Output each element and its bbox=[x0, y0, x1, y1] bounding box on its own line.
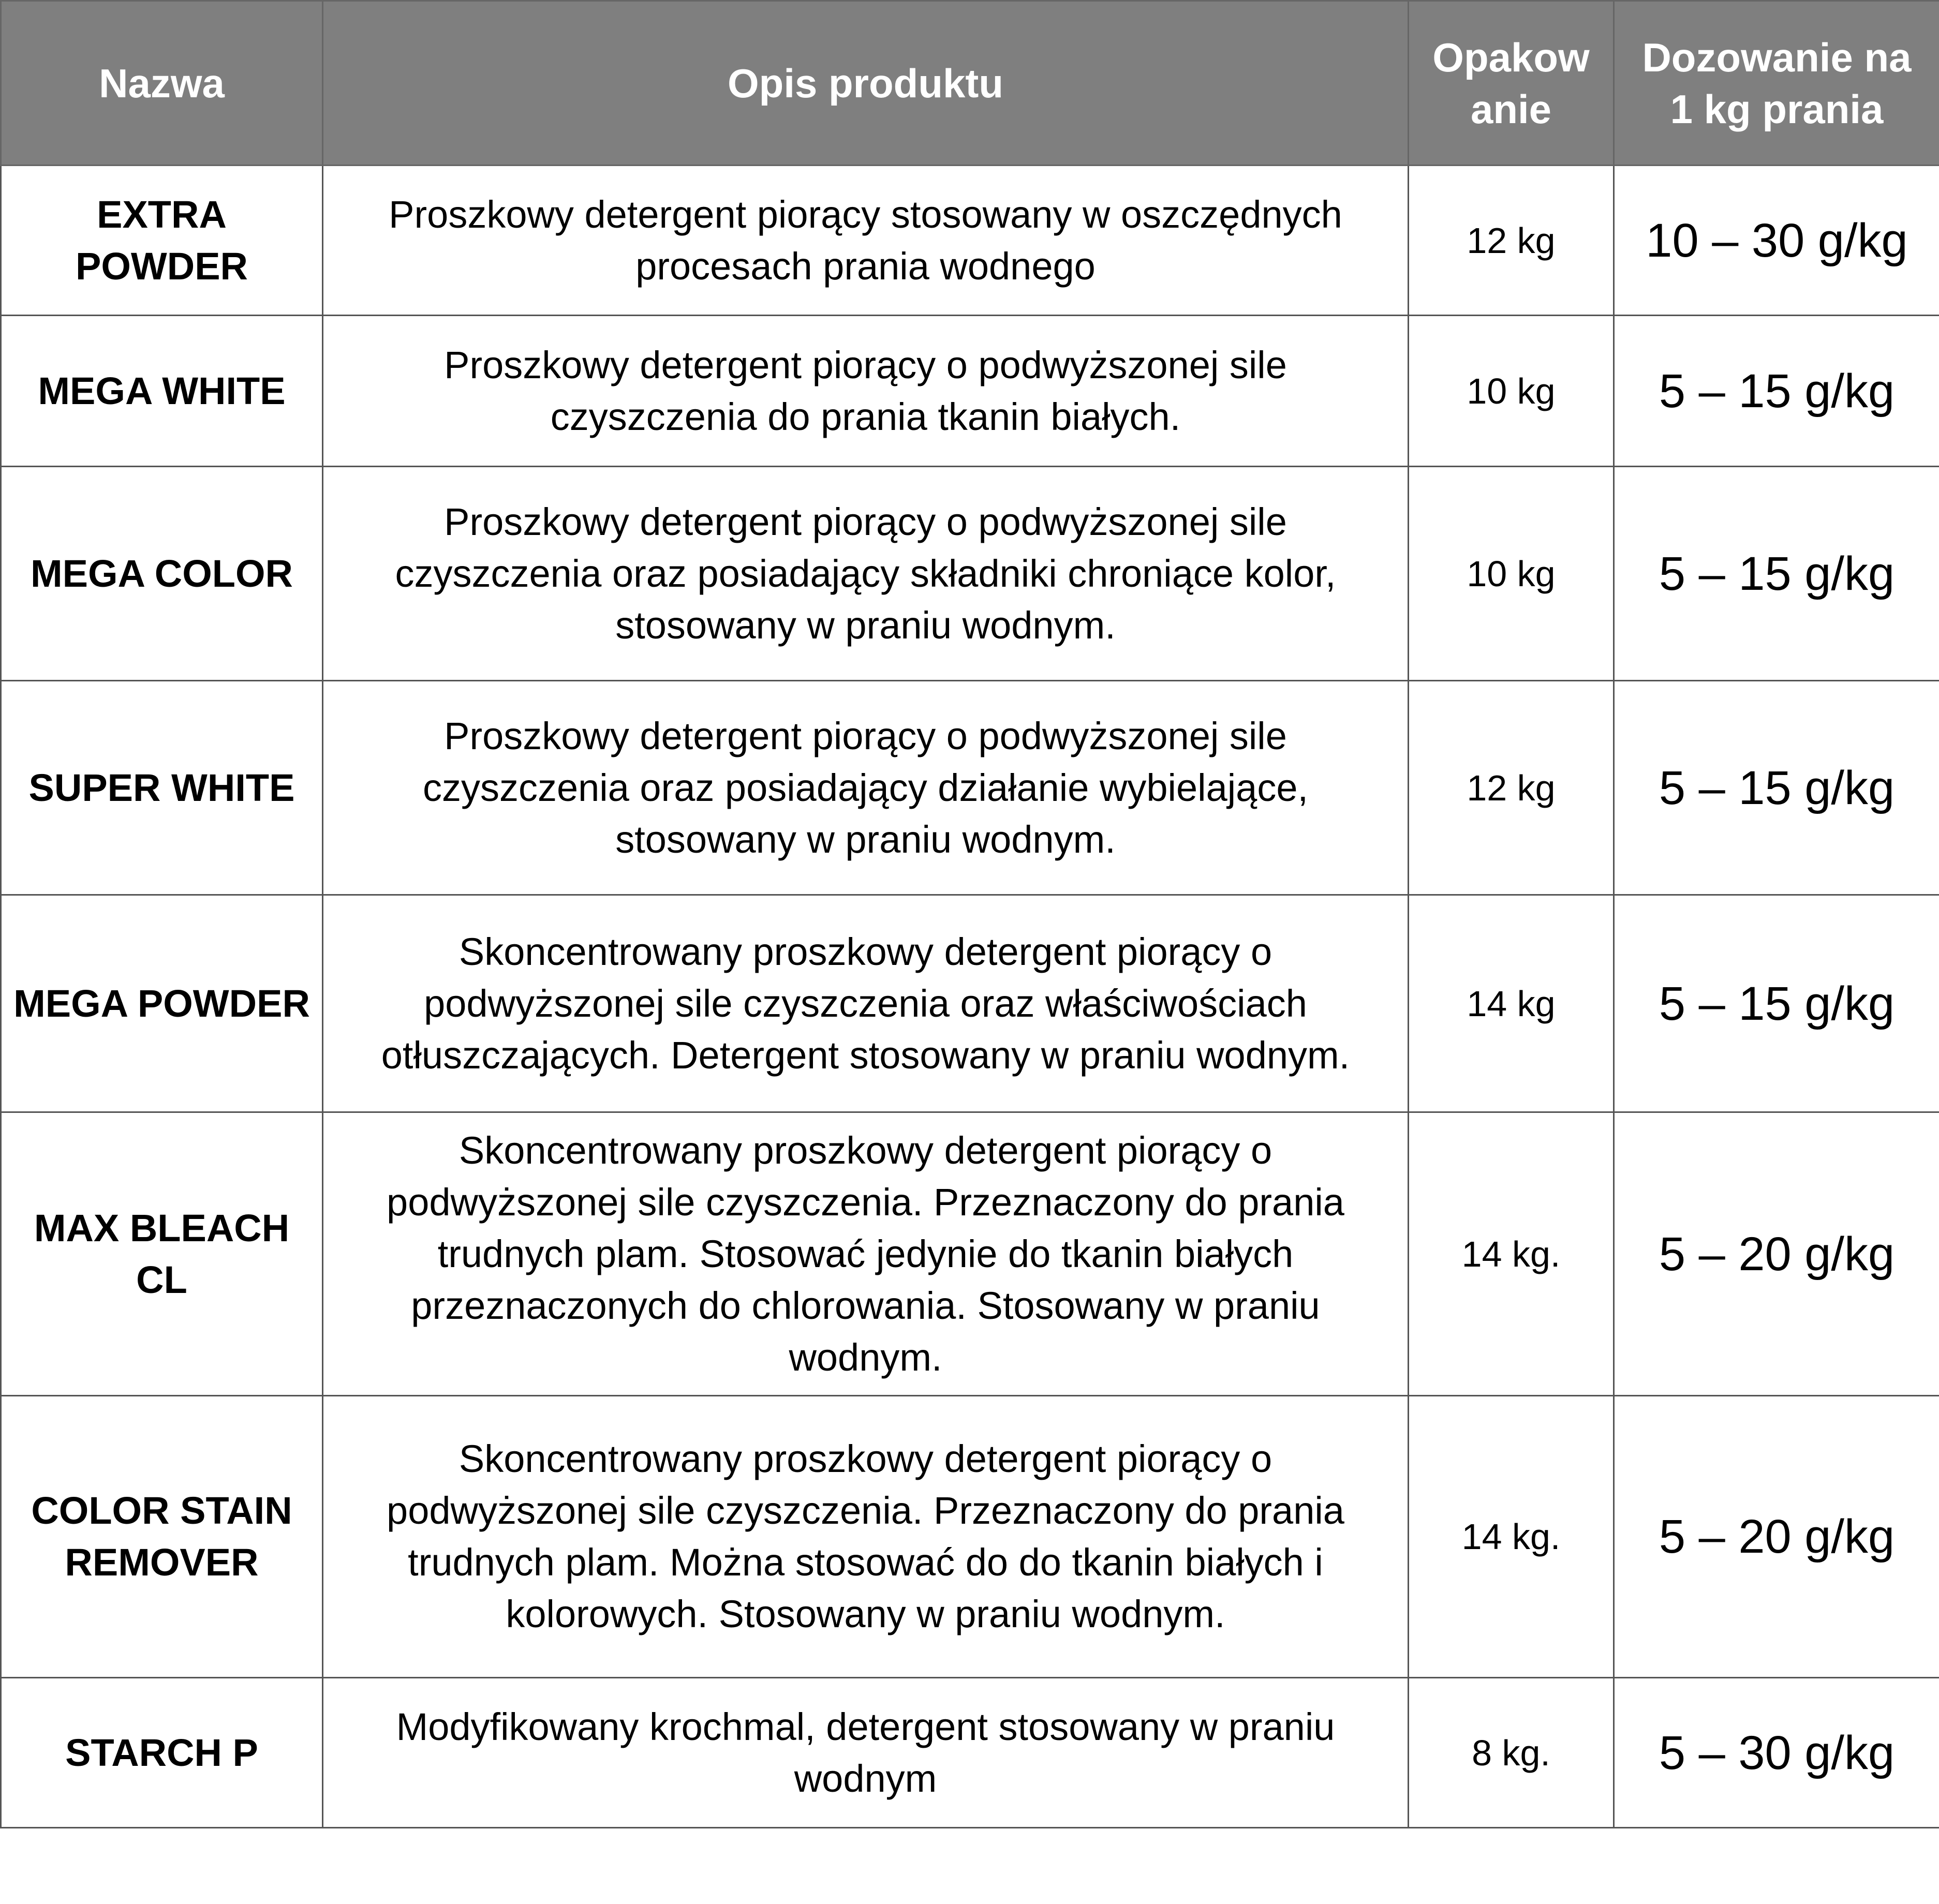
product-description: Proszkowy detergent piorący o podwyższonej sile czyszczenia oraz posiadający składniki chroniące kolor, stosowany w praniu wodnym. bbox=[395, 500, 1336, 647]
header-dosage-text: Dozowanie na 1 kg prania bbox=[1642, 34, 1912, 132]
header-packaging-text: Opakow anie bbox=[1432, 34, 1590, 132]
product-packaging: 14 kg. bbox=[1409, 1112, 1614, 1396]
product-description-cell bbox=[323, 1678, 1409, 1828]
product-name: SUPER WHITE bbox=[28, 766, 295, 809]
product-description-cell bbox=[323, 1396, 1409, 1678]
header-row bbox=[1, 1, 1939, 166]
product-dosage: 5 – 15 g/kg bbox=[1614, 681, 1939, 895]
product-name-cell bbox=[1, 895, 323, 1112]
table-row bbox=[1, 316, 1939, 467]
product-description: Skoncentrowany proszkowy detergent piorący o podwyższonej sile czyszczenia oraz właściwościach otłuszczających. Detergent stosowany w praniu wodnym. bbox=[381, 930, 1350, 1077]
header-name-text: Nazwa bbox=[99, 60, 225, 106]
product-dosage: 5 – 15 g/kg bbox=[1614, 316, 1939, 467]
header-description bbox=[323, 1, 1409, 166]
table-header bbox=[1, 1, 1939, 166]
table-row bbox=[1, 681, 1939, 895]
product-description-cell bbox=[323, 467, 1409, 681]
product-name-cell bbox=[1, 1678, 323, 1828]
product-name-cell bbox=[1, 316, 323, 467]
product-name-cell bbox=[1, 467, 323, 681]
product-name-cell bbox=[1, 1396, 323, 1678]
product-packaging: 12 kg bbox=[1409, 681, 1614, 895]
product-dosage: 5 – 30 g/kg bbox=[1614, 1678, 1939, 1828]
product-description: Skoncentrowany proszkowy detergent piorący o podwyższonej sile czyszczenia. Przeznaczony do prania trudnych plam. Stosować jedynie do tkanin białych przeznaczonych do chlorowania. Stosowany w praniu wodnym. bbox=[387, 1128, 1344, 1379]
product-dosage: 5 – 20 g/kg bbox=[1614, 1396, 1939, 1678]
product-name: COLOR STAIN REMOVER bbox=[31, 1489, 292, 1584]
product-name: STARCH P bbox=[65, 1731, 258, 1774]
table-row bbox=[1, 1112, 1939, 1396]
product-description: Proszkowy detergent piorący o podwyższonej sile czyszczenia oraz posiadający działanie wybielające, stosowany w praniu wodnym. bbox=[422, 714, 1309, 861]
product-name: MEGA POWDER bbox=[13, 981, 310, 1025]
table-row bbox=[1, 1678, 1939, 1828]
product-packaging: 12 kg bbox=[1409, 166, 1614, 316]
header-description-text: Opis produktu bbox=[728, 60, 1003, 106]
product-packaging: 14 kg bbox=[1409, 895, 1614, 1112]
product-name: MEGA COLOR bbox=[30, 552, 293, 595]
product-packaging: 8 kg. bbox=[1409, 1678, 1614, 1828]
product-dosage: 5 – 20 g/kg bbox=[1614, 1112, 1939, 1396]
table-row bbox=[1, 895, 1939, 1112]
product-description: Skoncentrowany proszkowy detergent piorący o podwyższonej sile czyszczenia. Przeznaczony do prania trudnych plam. Można stosować do do tkanin białych i kolorowych. Stosowany w praniu wodnym. bbox=[387, 1437, 1344, 1635]
product-dosage: 5 – 15 g/kg bbox=[1614, 895, 1939, 1112]
table-body bbox=[1, 166, 1939, 1828]
product-description-cell bbox=[323, 681, 1409, 895]
product-name: EXTRA POWDER bbox=[76, 192, 248, 288]
header-dosage bbox=[1614, 1, 1939, 166]
product-name-cell bbox=[1, 681, 323, 895]
product-description: Modyfikowany krochmal, detergent stosowany w praniu wodnym bbox=[396, 1705, 1335, 1800]
product-description: Proszkowy detergent piorący stosowany w oszczędnych procesach prania wodnego bbox=[389, 192, 1342, 288]
product-description-cell bbox=[323, 316, 1409, 467]
header-name bbox=[1, 1, 323, 166]
product-name-cell bbox=[1, 166, 323, 316]
product-dosage: 5 – 15 g/kg bbox=[1614, 467, 1939, 681]
product-description: Proszkowy detergent piorący o podwyższonej sile czyszczenia do prania tkanin białych. bbox=[444, 343, 1287, 438]
table-row bbox=[1, 467, 1939, 681]
product-name: MAX BLEACH CL bbox=[34, 1206, 290, 1301]
header-packaging bbox=[1409, 1, 1614, 166]
product-packaging: 10 kg bbox=[1409, 316, 1614, 467]
product-description-cell bbox=[323, 895, 1409, 1112]
table-row bbox=[1, 1396, 1939, 1678]
product-description-cell bbox=[323, 1112, 1409, 1396]
product-name-cell bbox=[1, 1112, 323, 1396]
product-packaging: 14 kg. bbox=[1409, 1396, 1614, 1678]
product-packaging: 10 kg bbox=[1409, 467, 1614, 681]
product-dosage: 10 – 30 g/kg bbox=[1614, 166, 1939, 316]
table-row bbox=[1, 166, 1939, 316]
product-name: MEGA WHITE bbox=[38, 369, 286, 412]
product-description-cell bbox=[323, 166, 1409, 316]
